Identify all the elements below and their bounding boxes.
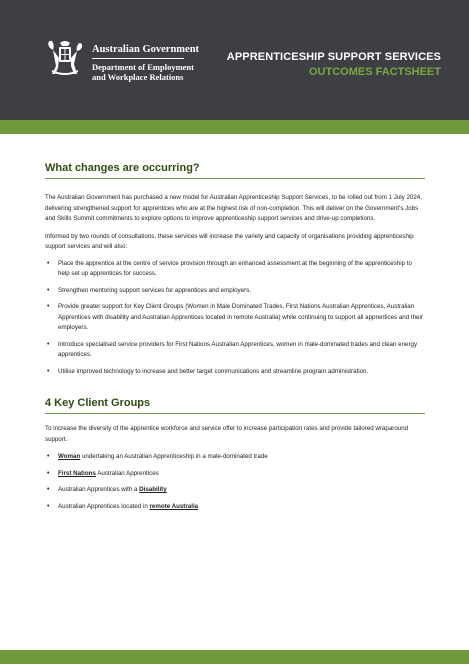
consultation-paragraph: Informed by two rounds of consultations, these services will increase the variety and capacity of organisations providing apprenticeship support services and will also: <box>45 232 414 250</box>
section-heading-changes: What changes are occurring? <box>45 162 425 179</box>
list-item <box>45 502 425 513</box>
list-item <box>45 452 425 463</box>
gov-divider <box>92 58 184 59</box>
client-group-remote: remote Australia <box>149 502 199 510</box>
document-subtitle: OUTCOMES FACTSHEET <box>308 66 441 78</box>
footer-accent-band <box>0 650 469 664</box>
list-item <box>45 485 425 496</box>
client-groups-list <box>45 452 425 512</box>
list-item: • Provide greater support for Key Client Groups (Women in Male Dominated Trades, First Nations Australian Apprentices, Australian Apprentices with disability and Australian Apprentices located in remote Australia) while continuing to support all apprentices and their employers. <box>45 302 425 334</box>
list-item <box>45 469 425 480</box>
changes-list <box>45 259 425 378</box>
list-item: • Utilise improved technology to increase and better target communications and streamline program administration. <box>45 367 425 378</box>
dept-line-2: and Workplace Relations <box>92 72 184 82</box>
header-accent-band <box>0 120 469 134</box>
main-content <box>45 162 425 512</box>
document-title-block <box>227 50 441 80</box>
section-heading-client-groups: 4 Key Client Groups <box>45 397 425 414</box>
client-group-disability: Disability <box>139 486 167 493</box>
client-group-women: Woman <box>58 453 81 460</box>
government-logo-text <box>92 44 199 82</box>
item-text: Australian Apprentices <box>95 469 159 477</box>
document-title: APPRENTICESHIP SUPPORT SERVICES <box>226 51 441 63</box>
coat-of-arms-icon <box>44 38 86 78</box>
item-text: Australian Apprentices located in <box>58 502 150 510</box>
item-text: undertaking an Australian Apprenticeship in a male-dominated trade <box>80 453 268 460</box>
list-item: • Place the apprentice at the centre of service provision through an enhanced assessment at the beginning of the apprenticeship to help set up apprentices for success. <box>45 259 425 280</box>
client-group-first-nations: First Nations <box>58 469 96 477</box>
item-text: Australian Apprentices with a <box>58 486 140 493</box>
header-banner <box>0 0 469 120</box>
list-item: • Introduce specialised service providers for First Nations Australian Apprentices, women in male-dominated trades and clean energy apprentices. <box>45 340 425 361</box>
dept-line-1: Department of Employment <box>92 62 194 72</box>
client-groups-paragraph: To increase the diversity of the apprentice workforce and service offer to increase participation rates and provide tailored wraparound support. <box>45 425 409 443</box>
intro-paragraph: The Australian Government has purchased a new model for Australian Apprenticeship Support Services, to be rolled out from 1 July 2024, delivering strengthened support for apprentices who are at the highest risk of non-completion. This will deliver on the Government's Jobs and Skills Summit commitments to explore options to improve apprenticeship support services and drive-up completions. <box>45 194 422 222</box>
list-item: • Strengthen mentoring support services for apprentices and employers. <box>45 286 425 297</box>
gov-title: Australian Government <box>92 44 200 55</box>
